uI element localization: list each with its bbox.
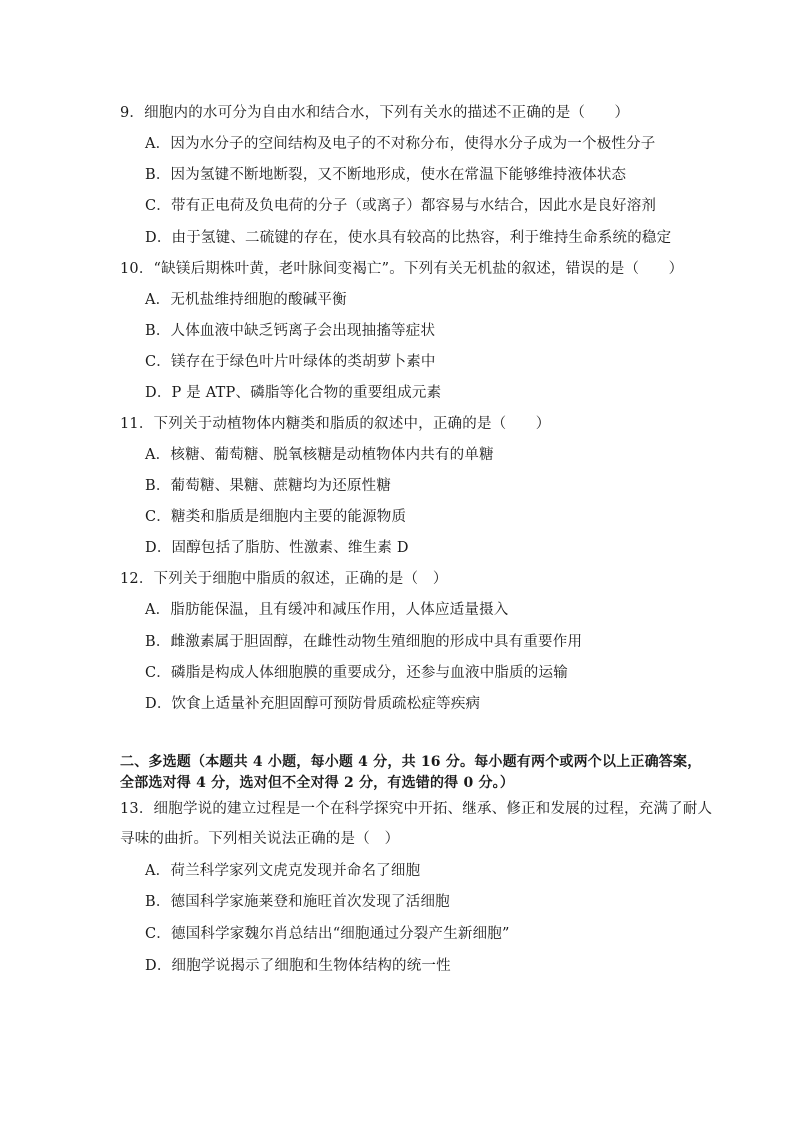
- question-11-option-b: B．葡萄糖、果糖、蔗糖均为还原性糖: [145, 478, 392, 494]
- question-13-stem-line-2: 寻味的曲折。下列相关说法正确的是（ ）: [120, 831, 400, 847]
- question-12-option-b: B．雌激素属于胆固醇，在雌性动物生殖细胞的形成中具有重要作用: [145, 634, 583, 650]
- question-13-option-c: C．德国科学家魏尔肖总结出“细胞通过分裂产生新细胞”: [145, 926, 510, 942]
- section-2-heading-line-1: 二、多选题（本题共 4 小题，每小题 4 分，共 16 分。每小题有两个或两个以上正确答案，: [120, 754, 702, 770]
- question-11-option-c: C．糖类和脂质是细胞内主要的能源物质: [145, 509, 407, 525]
- section-2-heading-line-2: 全部选对得 4 分，选对但不全对得 2 分，有选错的得 0 分。）: [120, 775, 515, 791]
- question-10-option-c: C．镁存在于绿色叶片叶绿体的类胡萝卜素中: [145, 354, 436, 370]
- question-9-option-d: D．由于氢键、二硫键的存在，使水具有较高的比热容，利于维持生命系统的稳定: [145, 230, 672, 246]
- question-13-option-d: D．细胞学说揭示了细胞和生物体结构的统一性: [145, 958, 451, 974]
- question-9-stem: 9．细胞内的水可分为自由水和结合水，下列有关水的描述不正确的是（ ）: [120, 105, 630, 121]
- question-9-option-c: C．带有正电荷及负电荷的分子（或离子）都容易与水结合，因此水是良好溶剂: [145, 198, 657, 214]
- question-9-option-a: A．因为水分子的空间结构及电子的不对称分布，使得水分子成为一个极性分子: [145, 136, 656, 152]
- question-9-option-b: B．因为氢键不断地断裂，又不断地形成，使水在常温下能够维持液体状态: [145, 167, 627, 183]
- question-12-stem: 12．下列关于细胞中脂质的叙述，正确的是（ ）: [120, 571, 448, 587]
- question-12-option-c: C．磷脂是构成人体细胞膜的重要成分，还参与血液中脂质的运输: [145, 665, 568, 681]
- question-13-option-a: A．荷兰科学家列文虎克发现并命名了细胞: [145, 863, 421, 879]
- question-11-option-d: D．固醇包括了脂肪、性激素、维生素 D: [145, 540, 409, 556]
- question-12-option-d: D．饮食上适量补充胆固醇可预防骨质疏松症等疾病: [145, 696, 481, 712]
- question-11-option-a: A．核糖、葡萄糖、脱氧核糖是动植物体内共有的单糖: [145, 447, 494, 463]
- question-11-stem: 11．下列关于动植物体内糖类和脂质的叙述中，正确的是（ ）: [120, 416, 551, 432]
- question-10-option-a: A．无机盐维持细胞的酸碱平衡: [145, 292, 347, 308]
- question-13-option-b: B．德国科学家施莱登和施旺首次发现了活细胞: [145, 894, 450, 910]
- question-10-option-d: D．P 是 ATP、磷脂等化合物的重要组成元素: [145, 385, 442, 401]
- question-10-stem: 10．“缺镁后期株叶黄，老叶脉间变褐亡”。下列有关无机盐的叙述，错误的是（ ）: [120, 261, 684, 277]
- question-13-stem-line-1: 13．细胞学说的建立过程是一个在科学探究中开拓、继承、修正和发展的过程，充满了耐人: [120, 801, 713, 817]
- question-10-option-b: B．人体血液中缺乏钙离子会出现抽搐等症状: [145, 323, 436, 339]
- question-12-option-a: A．脂肪能保温，且有缓冲和减压作用，人体应适量摄入: [145, 602, 509, 618]
